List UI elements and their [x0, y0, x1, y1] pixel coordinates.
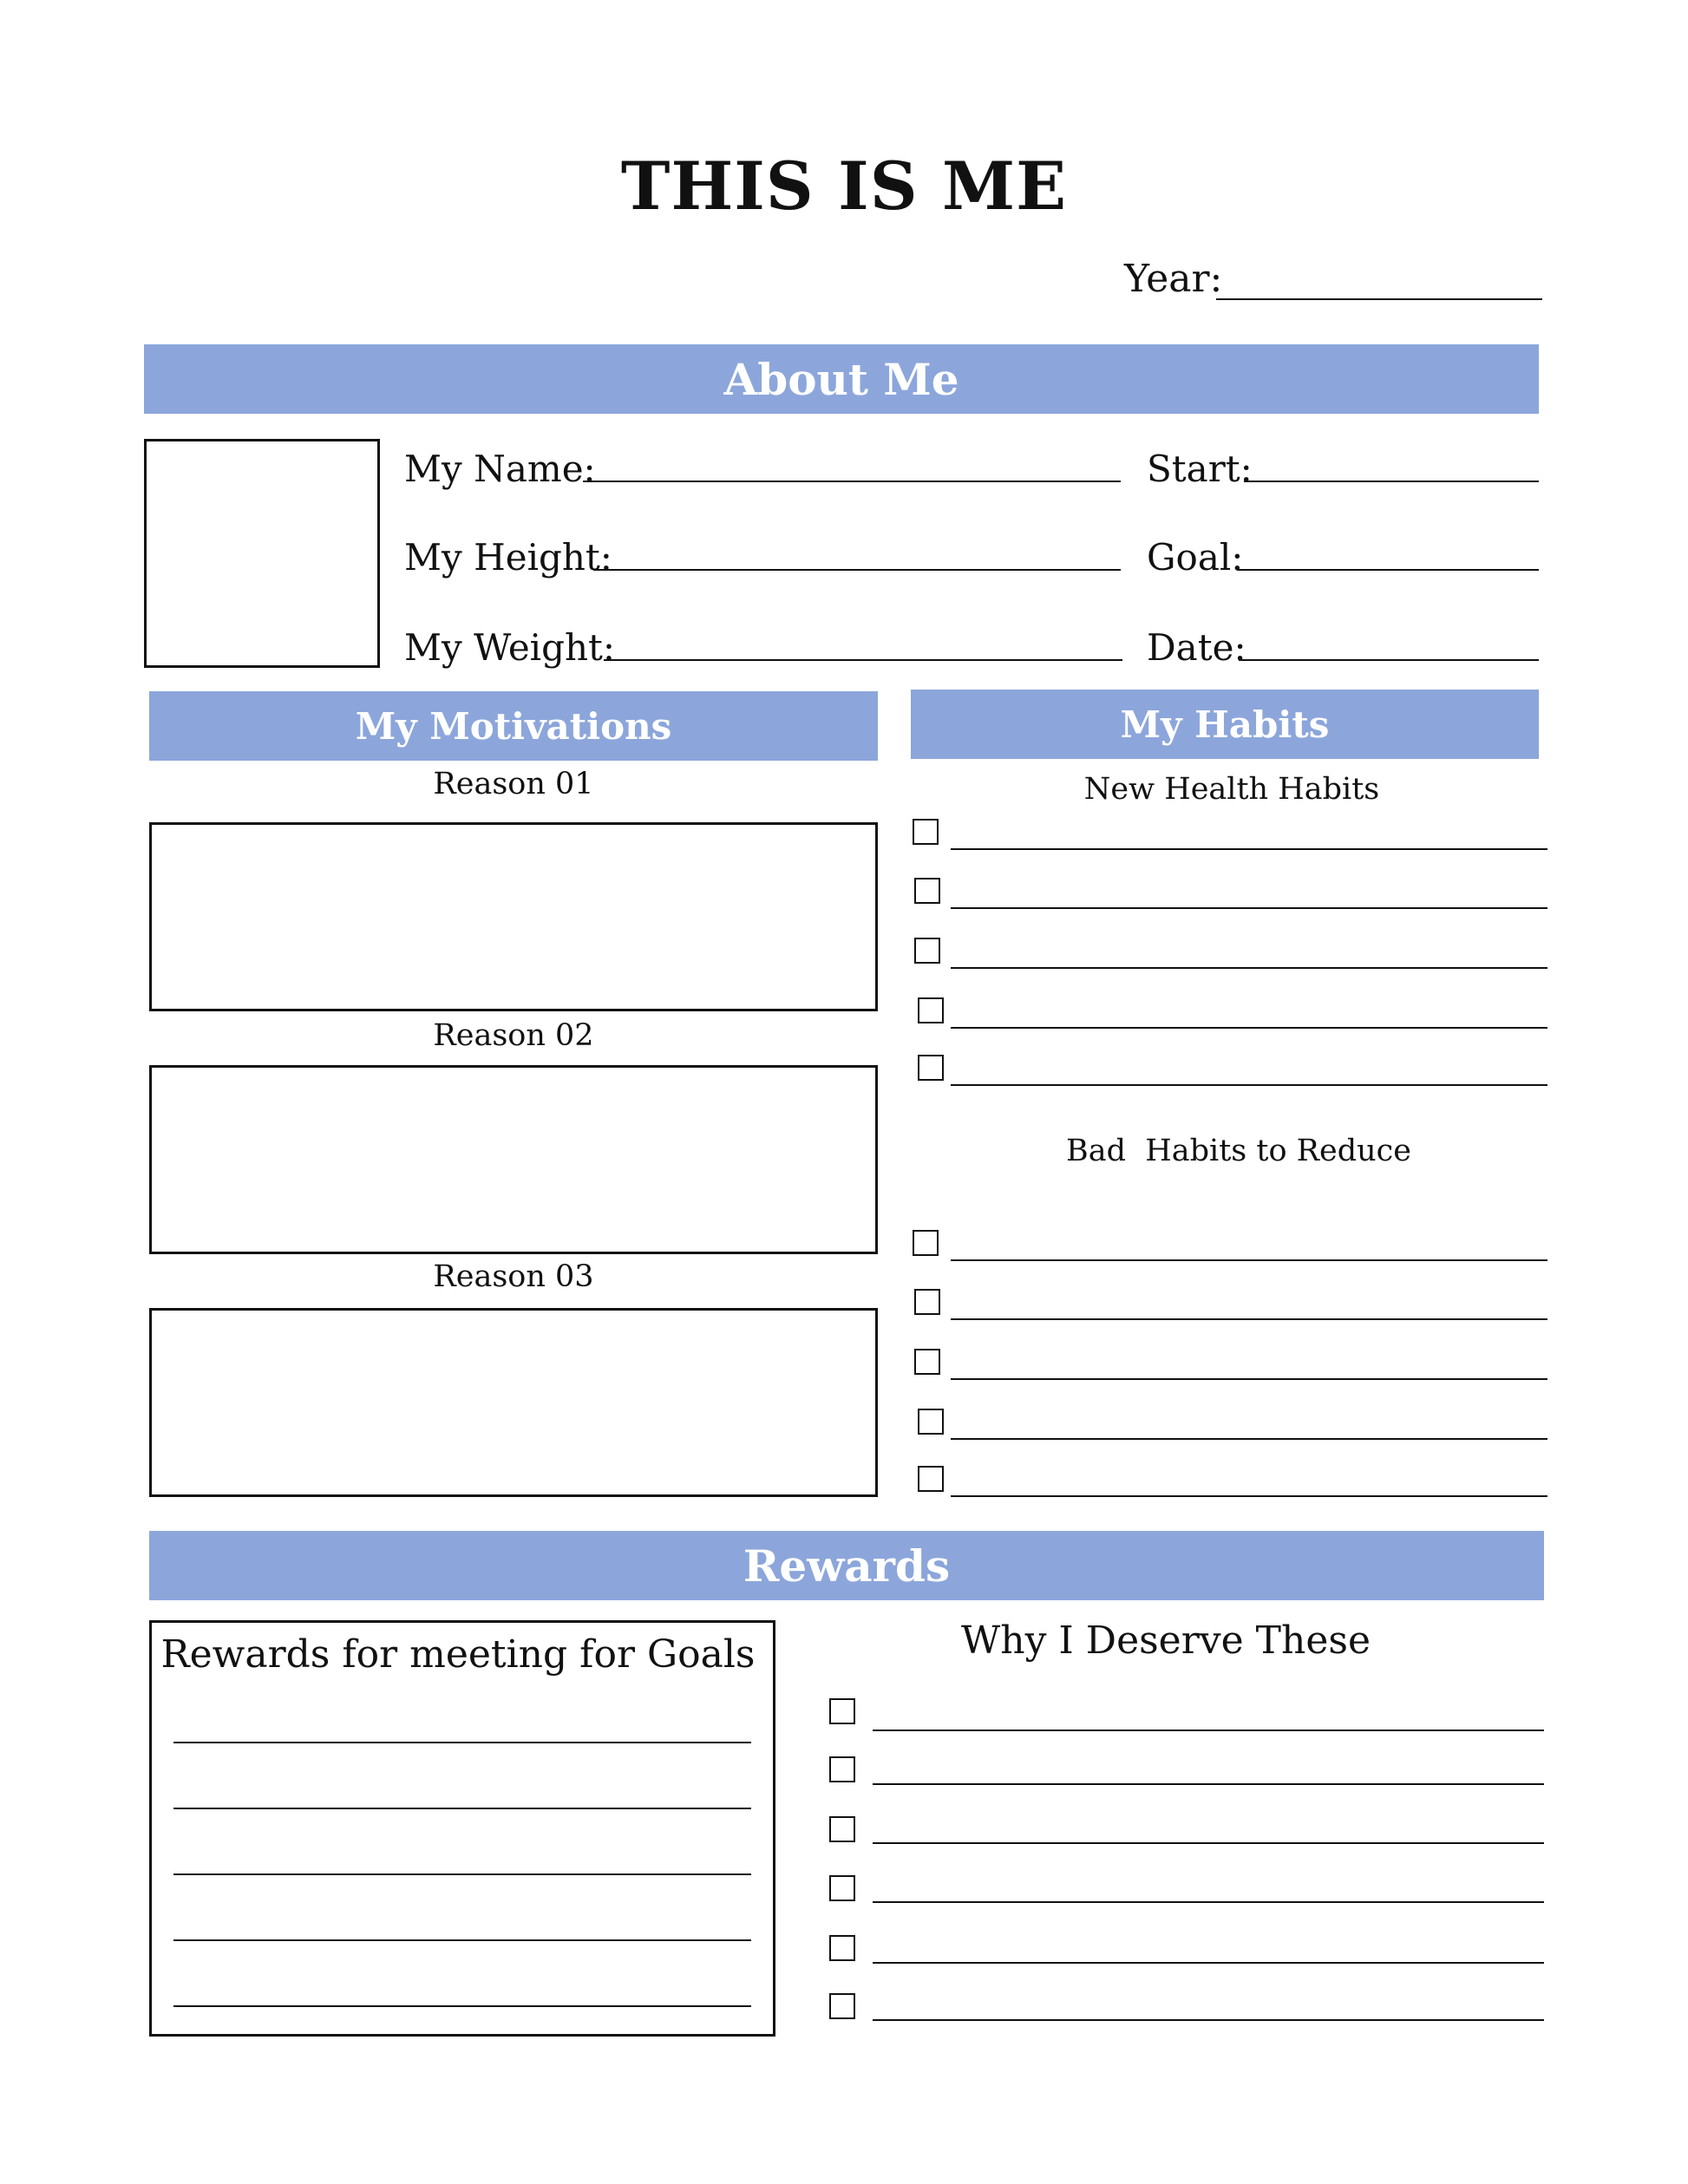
height-label: My Height:	[404, 536, 612, 579]
new-habit-checkbox[interactable]	[913, 819, 939, 845]
goal-label: Goal:	[1147, 536, 1244, 579]
deserve-line[interactable]	[873, 1962, 1544, 1964]
photo-box[interactable]	[144, 439, 380, 668]
new-habit-checkbox[interactable]	[914, 938, 940, 964]
bad-habit-line[interactable]	[951, 1318, 1547, 1320]
reward-line[interactable]	[173, 1742, 751, 1743]
reward-line[interactable]	[173, 1808, 751, 1809]
new-habit-line[interactable]	[951, 1084, 1547, 1086]
deserve-checkbox[interactable]	[829, 1756, 855, 1782]
habits-header	[911, 690, 1539, 759]
new-habits-label: New Health Habits	[1083, 772, 1380, 807]
bad-habit-checkbox[interactable]	[918, 1466, 944, 1492]
bad-habit-checkbox[interactable]	[918, 1409, 944, 1435]
deserve-line[interactable]	[873, 1730, 1544, 1731]
date-label: Date:	[1147, 626, 1246, 669]
page-title: THIS IS ME	[620, 147, 1068, 225]
weight-label: My Weight:	[404, 626, 616, 669]
bad-habit-line[interactable]	[951, 1259, 1547, 1261]
reason-01-label: Reason 01	[433, 767, 594, 801]
deserve-checkbox[interactable]	[829, 1698, 855, 1724]
height-input-line[interactable]	[593, 569, 1121, 571]
motivations-header	[149, 691, 878, 761]
reason-02-label: Reason 02	[433, 1018, 594, 1053]
rewards-heading: Rewards	[743, 1540, 951, 1592]
bad-habit-line[interactable]	[951, 1495, 1547, 1497]
bad-habit-line[interactable]	[951, 1378, 1547, 1380]
why-deserve-label: Why I Deserve These	[961, 1618, 1371, 1663]
bad-habits-label: Bad Habits to Reduce	[1066, 1134, 1411, 1168]
date-input-line[interactable]	[1239, 659, 1539, 661]
deserve-checkbox[interactable]	[829, 1816, 855, 1842]
new-habit-line[interactable]	[951, 1027, 1547, 1029]
reason-03-box[interactable]	[149, 1308, 878, 1497]
rewards-box	[149, 1620, 775, 2037]
deserve-line[interactable]	[873, 1783, 1544, 1785]
rewards-box-title: Rewards for meeting for Goals	[160, 1632, 756, 1677]
deserve-line[interactable]	[873, 1901, 1544, 1903]
reason-01-box[interactable]	[149, 822, 878, 1011]
deserve-line[interactable]	[873, 1842, 1544, 1844]
new-habit-checkbox[interactable]	[918, 1055, 944, 1081]
start-input-line[interactable]	[1244, 481, 1539, 482]
reward-line[interactable]	[173, 2005, 751, 2007]
year-input-line[interactable]	[1216, 298, 1542, 300]
bad-habit-checkbox[interactable]	[913, 1230, 939, 1256]
rewards-header	[149, 1531, 1544, 1600]
new-habit-line[interactable]	[951, 848, 1547, 850]
about-me-heading: About Me	[723, 353, 959, 405]
reward-line[interactable]	[173, 1939, 751, 1941]
deserve-checkbox[interactable]	[829, 1935, 855, 1961]
new-habit-line[interactable]	[951, 967, 1547, 969]
deserve-checkbox[interactable]	[829, 1993, 855, 2019]
new-habit-line[interactable]	[951, 907, 1547, 909]
reward-line[interactable]	[173, 1873, 751, 1875]
deserve-checkbox[interactable]	[829, 1875, 855, 1901]
name-input-line[interactable]	[583, 481, 1121, 482]
name-label: My Name:	[404, 448, 596, 490]
motivations-heading: My Motivations	[355, 704, 672, 748]
goal-input-line[interactable]	[1237, 569, 1539, 571]
about-me-header	[144, 344, 1539, 414]
start-label: Start:	[1147, 448, 1253, 490]
deserve-line[interactable]	[873, 2019, 1544, 2021]
weight-input-line[interactable]	[604, 659, 1122, 661]
bad-habit-checkbox[interactable]	[914, 1349, 940, 1375]
habits-heading: My Habits	[1120, 703, 1330, 746]
year-label: Year:	[1124, 257, 1223, 301]
new-habit-checkbox[interactable]	[914, 878, 940, 904]
reason-02-box[interactable]	[149, 1065, 878, 1254]
bad-habit-checkbox[interactable]	[914, 1289, 940, 1315]
new-habit-checkbox[interactable]	[918, 997, 944, 1023]
reason-03-label: Reason 03	[433, 1259, 594, 1294]
bad-habit-line[interactable]	[951, 1438, 1547, 1440]
